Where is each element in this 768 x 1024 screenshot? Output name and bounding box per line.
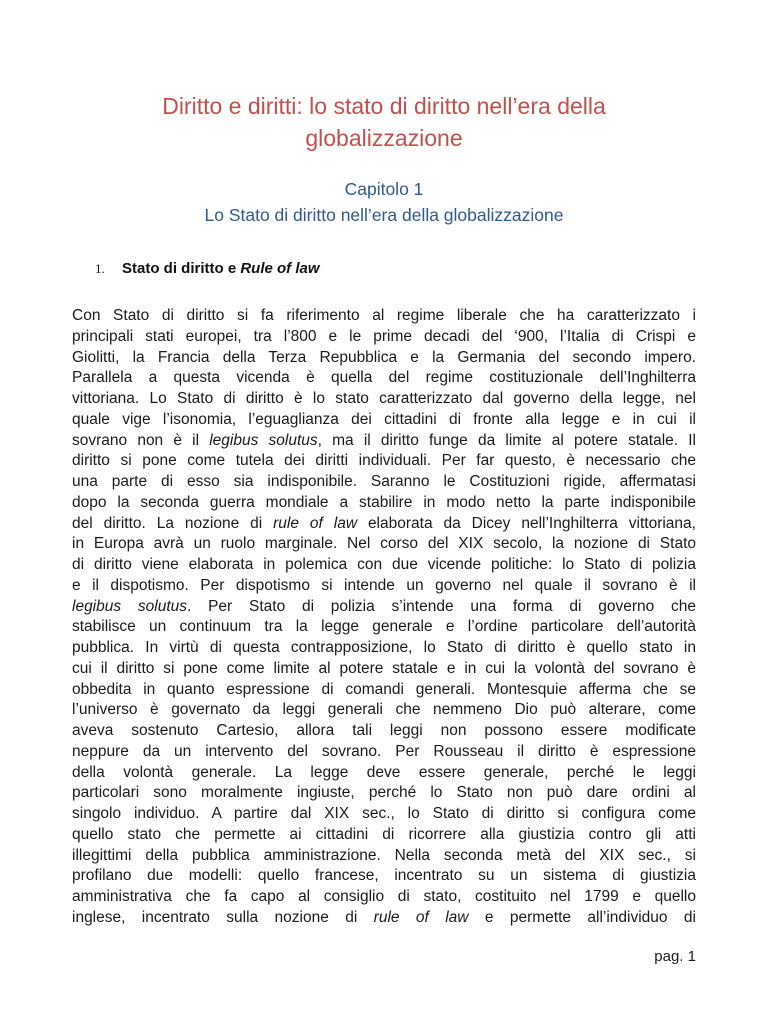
body-line: principali stati europei, tra l’800 e le prime decadi del ‘900, l’Italia di Crispi e <box>72 327 696 345</box>
body-line: una parte di esso sia indisponibile. Saranno le Costituzioni rigide, affermatasi <box>72 473 696 490</box>
page-number: pag. 1 <box>654 948 696 965</box>
body-line: aveva sostenuto Cartesio, allora tali leggi non possono essere modificate <box>72 722 696 739</box>
body-line: singolo individuo. A partire dal XIX sec., lo Stato di diritto si configura come <box>72 805 696 822</box>
body-line: illegittimi della pubblica amministrazione. Nella seconda metà del XIX sec., si <box>72 846 696 864</box>
section-number: 1. <box>95 261 105 276</box>
body-line: quello stato che permette ai cittadini di ricorrere alla giustizia contro gli atti <box>72 825 696 843</box>
body-line: in Europa avrà un ruolo marginale. Nel corso del XIX secolo, la nozione di Stato <box>72 535 696 553</box>
body-line: quale vige l’isonomia, l’eguaglianza dei cittadini di fronte alla legge e in cui il <box>72 410 696 428</box>
section-heading-italic: Rule of law <box>240 260 320 277</box>
body-line: vittoriana. Lo Stato di diritto è lo stato caratterizzato dal governo della legge, nel <box>72 390 696 407</box>
chapter-label: Capitolo 1 <box>344 179 424 199</box>
body-line: diritto si pone come tutela dei diritti individuali. Per far questo, è necessario che <box>72 452 696 470</box>
body-line: legibus solutus. Per Stato di polizia s’intende una forma di governo che <box>72 597 696 615</box>
body-line: Giolitti, la Francia della Terza Repubblica e la Germania del secondo impero. <box>72 348 696 366</box>
body-line: pubblica. In virtù di questa contrapposizione, lo Stato di diritto è quello stato in <box>72 639 696 656</box>
document-title-line-1: Diritto e diritti: lo stato di diritto nell’era della <box>162 93 606 119</box>
chapter-heading <box>60 176 708 228</box>
body-line: obbedita in quanto espressione di comandi generali. Montesquie afferma che se <box>72 680 696 698</box>
body-line: stabilisce un continuum tra la legge generale e l’ordine particolare dell’autorità <box>72 618 696 636</box>
body-line: e il dispotismo. Per dispotismo si intende un governo nel quale il sovrano è il <box>72 576 696 594</box>
body-line: neppure da un intervento del sovrano. Per Rousseau il diritto è espressione <box>72 742 696 760</box>
body-line: di diritto viene elaborata in polemica con due vicende politiche: lo Stato di polizia <box>72 556 696 573</box>
section-heading-text: Stato di diritto e <box>122 260 241 277</box>
italic-phrase: legibus solutus <box>72 597 188 615</box>
body-line: sovrano non è il legibus solutus, ma il diritto funge da limite al potere statale. Il <box>72 431 696 449</box>
body-line: amministrativa che fa capo al consiglio di stato, costituito nel 1799 e quello <box>72 888 696 905</box>
document-title <box>60 90 708 154</box>
body-line: Parallela a questa vicenda è quella del regime costituzionale dell’Inghilterra <box>72 369 696 387</box>
section-heading <box>95 258 320 280</box>
chapter-subtitle: Lo Stato di diritto nell’era della globalizzazione <box>204 205 564 225</box>
body-line: l’universo è governato da leggi generali che nemmeno Dio può alterare, come <box>72 701 696 719</box>
body-line: inglese, incentrato sulla nozione di rule of law e permette all’individuo di <box>72 908 696 926</box>
body-line: profilano due modelli: quello francese, incentrato su un sistema di giustizia <box>72 867 696 885</box>
body-line: cui il diritto si pone come limite al potere statale e in cui la volontà del sovrano è <box>72 659 696 677</box>
body-line: dopo la seconda guerra mondiale a stabilire in modo netto la parte indisponibile <box>72 493 696 511</box>
italic-phrase: legibus solutus <box>209 431 318 449</box>
body-line: del diritto. La nozione di rule of law elaborata da Dicey nell’Inghilterra vittoriana, <box>72 514 696 532</box>
italic-phrase: rule of law <box>273 514 358 532</box>
body-paragraph <box>72 306 696 929</box>
body-line: particolari sono moralmente ingiuste, perché lo Stato non può dare ordini al <box>72 784 696 802</box>
italic-phrase: rule of law <box>373 908 469 926</box>
document-title-line-2: globalizzazione <box>305 125 463 151</box>
body-line: Con Stato di diritto si fa riferimento al regime liberale che ha caratterizzato i <box>72 307 696 324</box>
body-line: della volontà generale. La legge deve essere generale, perché le leggi <box>72 763 696 781</box>
